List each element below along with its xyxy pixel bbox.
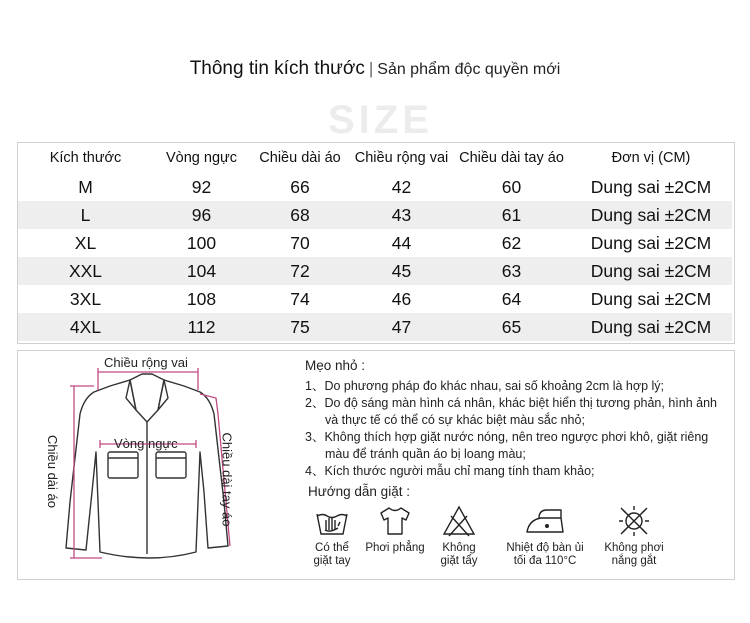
col-chest: Vòng ngực (166, 150, 237, 166)
cell-length: 70 (290, 232, 310, 253)
care-no-sun-dry (596, 504, 672, 568)
header (0, 58, 750, 142)
tip-item: 1、Do phương pháp đo khác nhau, sai số khoảng 2cm là hợp lý; (305, 379, 665, 393)
title-separator: | (368, 59, 374, 78)
care-label: giặt tẩy (440, 555, 478, 567)
cell-chest: 96 (153, 201, 250, 229)
tips-heading: Mẹo nhỏ : (305, 358, 366, 373)
hand-wash-icon (314, 504, 350, 538)
col-sleeve: Chiều dài tay áo (459, 150, 564, 166)
table-row (18, 201, 732, 229)
tip-item: 3、Không thích hợp giặt nước nóng, nên treo ngược phơi khô, giặt riêng (305, 430, 709, 444)
col-length: Chiều dài áo (259, 150, 341, 166)
page-title: Thông tin kích thước (189, 58, 365, 79)
cell-sleeve: 61 (453, 201, 570, 229)
care-label: Có thể (315, 542, 349, 554)
cell-shoulder: 46 (391, 288, 412, 309)
body-length-label: Chiều dài áo (45, 435, 60, 508)
cell-chest: 108 (186, 288, 217, 309)
flat-dry-icon (377, 504, 413, 538)
shirt-measurement-diagram (45, 352, 260, 574)
size-table (18, 143, 732, 341)
cell-sleeve: 62 (501, 232, 522, 253)
cell-size: 4XL (18, 313, 153, 341)
cell-size: M (78, 176, 93, 197)
cell-tolerance: Dung sai ±2CM (570, 257, 732, 285)
cell-shoulder: 45 (350, 257, 453, 285)
no-sun-dry-icon (616, 504, 652, 538)
tip-item: 2、Do độ sáng màn hình cá nhân, khác biệt hiển thị tương phản, hình ảnh (305, 396, 717, 410)
cell-chest: 112 (153, 313, 250, 341)
table-row (18, 313, 732, 341)
cell-chest: 100 (186, 232, 217, 253)
cell-length: 66 (290, 176, 310, 197)
cell-length: 68 (250, 201, 350, 229)
shoulder-width-label: Chiều rộng vai (104, 355, 188, 370)
tip-item-continued: và thực tế có thể có sự khác biệt màu sắc nhỏ; (325, 413, 585, 427)
no-bleach-icon (441, 504, 477, 538)
care-iron (498, 504, 592, 568)
col-shoulder: Chiều rộng vai (354, 150, 449, 166)
care-label: giặt tay (313, 555, 351, 567)
cell-sleeve: 65 (453, 313, 570, 341)
wash-guide-heading: Hướng dẫn giặt : (308, 484, 410, 499)
cell-sleeve: 60 (501, 176, 522, 197)
care-hand-wash (305, 504, 359, 568)
page-subtitle: Sản phẩm độc quyền mới (377, 61, 561, 78)
cell-length: 75 (250, 313, 350, 341)
tips-section (305, 358, 725, 480)
cell-length: 72 (250, 257, 350, 285)
cell-tolerance: Dung sai ±2CM (570, 313, 732, 341)
cell-sleeve: 63 (453, 257, 570, 285)
care-label: Phơi phẳng (365, 542, 425, 554)
care-label: Nhiệt độ bàn ủi (506, 542, 584, 554)
col-unit: Đơn vị (CM) (611, 150, 691, 166)
care-no-bleach (432, 504, 486, 568)
cell-tolerance: Dung sai ±2CM (570, 201, 732, 229)
cell-size: XL (74, 232, 97, 253)
cell-shoulder: 47 (350, 313, 453, 341)
sleeve-length-label: Chiều dài tay áo (219, 432, 235, 527)
cell-shoulder: 43 (350, 201, 453, 229)
care-label: Không (442, 542, 476, 554)
watermark: SIZE (328, 98, 433, 142)
tip-item: 4、Kích thước người mẫu chỉ mang tính tham khảo; (305, 464, 595, 478)
cell-tolerance: Dung sai ±2CM (590, 232, 712, 253)
cell-size: L (18, 201, 153, 229)
care-label: tối đa 110°C (513, 555, 577, 567)
care-label: nắng gắt (611, 555, 657, 567)
care-label: Không phơi (604, 542, 664, 554)
care-flat-dry (362, 504, 428, 555)
table-row (18, 257, 732, 285)
chest-label: Vòng ngực (114, 436, 178, 451)
table-row (18, 229, 732, 257)
cell-size: XXL (18, 257, 153, 285)
cell-tolerance: Dung sai ±2CM (590, 176, 712, 197)
cell-shoulder: 42 (391, 176, 412, 197)
cell-chest: 104 (153, 257, 250, 285)
cell-shoulder: 44 (391, 232, 412, 253)
iron-icon (523, 504, 567, 538)
cell-size: 3XL (69, 288, 102, 309)
cell-sleeve: 64 (501, 288, 522, 309)
cell-chest: 92 (191, 176, 212, 197)
table-row (18, 285, 732, 313)
tip-item-continued: màu để tránh quần áo bị loang màu; (325, 447, 526, 461)
iron-dot (545, 524, 549, 528)
table-header-row (18, 143, 732, 173)
col-size: Kích thước (49, 150, 122, 166)
cell-tolerance: Dung sai ±2CM (590, 288, 712, 309)
table-row (18, 173, 732, 201)
cell-length: 74 (290, 288, 310, 309)
